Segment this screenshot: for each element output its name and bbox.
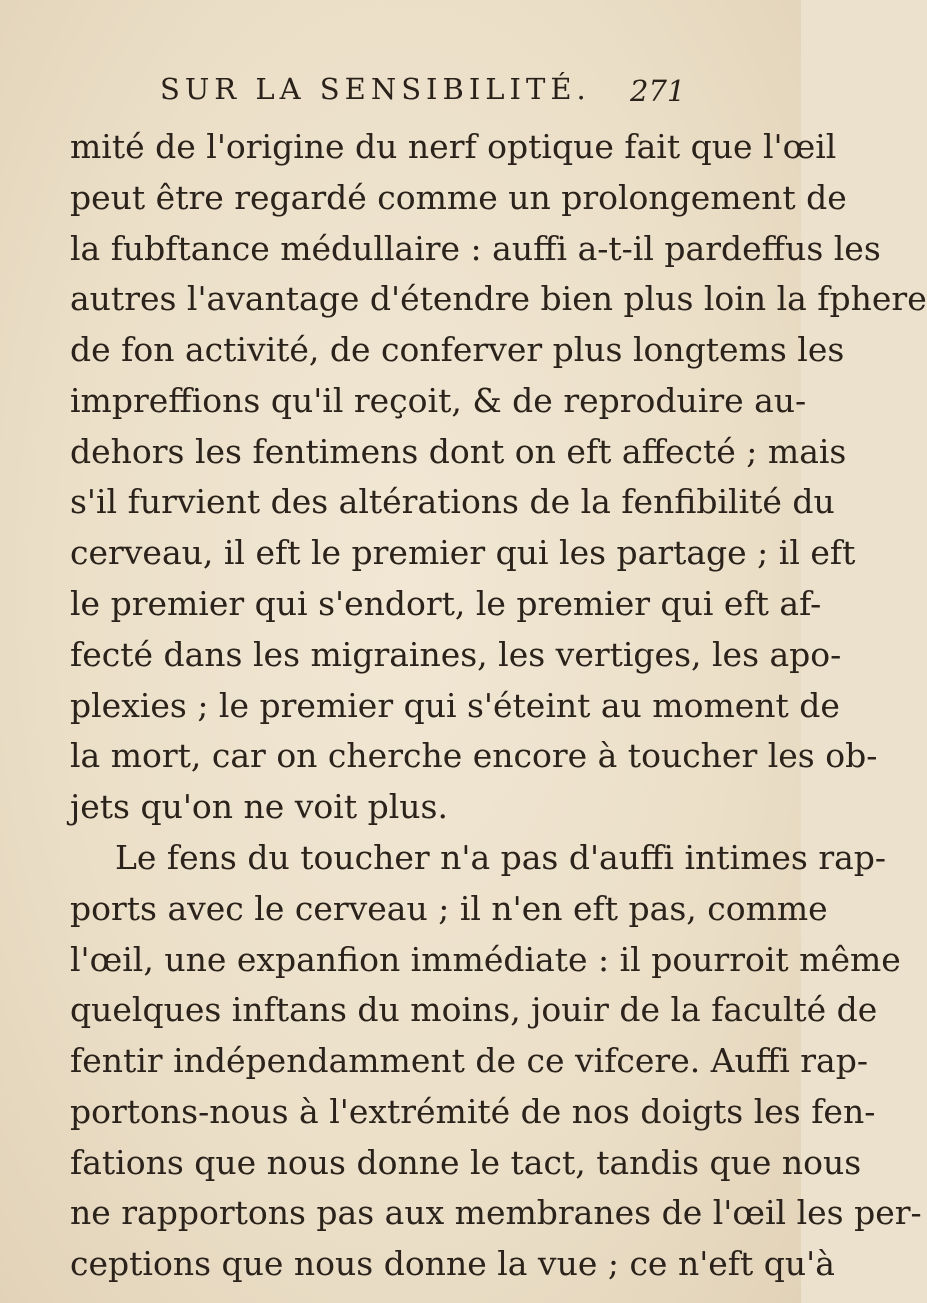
text-line: ne rapportons pas aux membranes de l'œil les per- [70, 1193, 922, 1233]
text-line: la fubftance médullaire : auffi a-t-il pardeffus les [70, 228, 881, 268]
paragraph-first-line: Le fens du toucher n'a pas d'auffi intimes rap- [115, 837, 887, 877]
text-line: fations que nous donne le tact, tandis que nous [70, 1142, 862, 1182]
text-line: dehors les fentimens dont on eft affecté ; mais [70, 431, 847, 471]
text-line: peut être regardé comme un prolongement de [70, 177, 847, 217]
text-line: ports avec le cerveau ; il n'en eft pas, comme [70, 888, 828, 928]
text-line: fentir indépendamment de ce vifcere. Auffi rap- [70, 1041, 869, 1081]
text-line: la mort, car on cherche encore à toucher les ob- [70, 736, 878, 776]
text-line: mité de l'origine du nerf optique fait que l'œil [70, 127, 837, 166]
running-head: SUR LA SENSIBILITÉ. [160, 72, 591, 106]
text-line: portons-nous à l'extrémité de nos doigts les fen- [70, 1091, 876, 1131]
text-line: ceptions que nous donne la vue ; ce n'eft qu'à [70, 1244, 835, 1284]
text-line: de fon activité, de conferver plus longtems les [70, 330, 845, 370]
page-number: 271 [630, 74, 686, 108]
paragraph-last-line: jets qu'on ne voit plus. [70, 787, 448, 827]
text-line: fecté dans les migraines, les vertiges, les apo- [70, 634, 842, 674]
text-line: l'œil, une expanfion immédiate : il pourroit même [70, 939, 901, 979]
text-line: impreffions qu'il reçoit, & de reproduire au- [70, 380, 807, 420]
page-header [0, 72, 801, 122]
text-line: quelques inftans du moins, jouir de la faculté de [70, 990, 878, 1030]
text-line: cerveau, il eft le premier qui les partage ; il eft [70, 533, 856, 573]
text-line: autres l'avantage d'étendre bien plus loin la fphere [70, 279, 927, 319]
text-line: plexies ; le premier qui s'éteint au moment de [70, 685, 840, 725]
text-line: le premier qui s'endort, le premier qui eft af- [70, 584, 822, 624]
text-line: s'il furvient des altérations de la fenfibilité du [70, 482, 835, 522]
